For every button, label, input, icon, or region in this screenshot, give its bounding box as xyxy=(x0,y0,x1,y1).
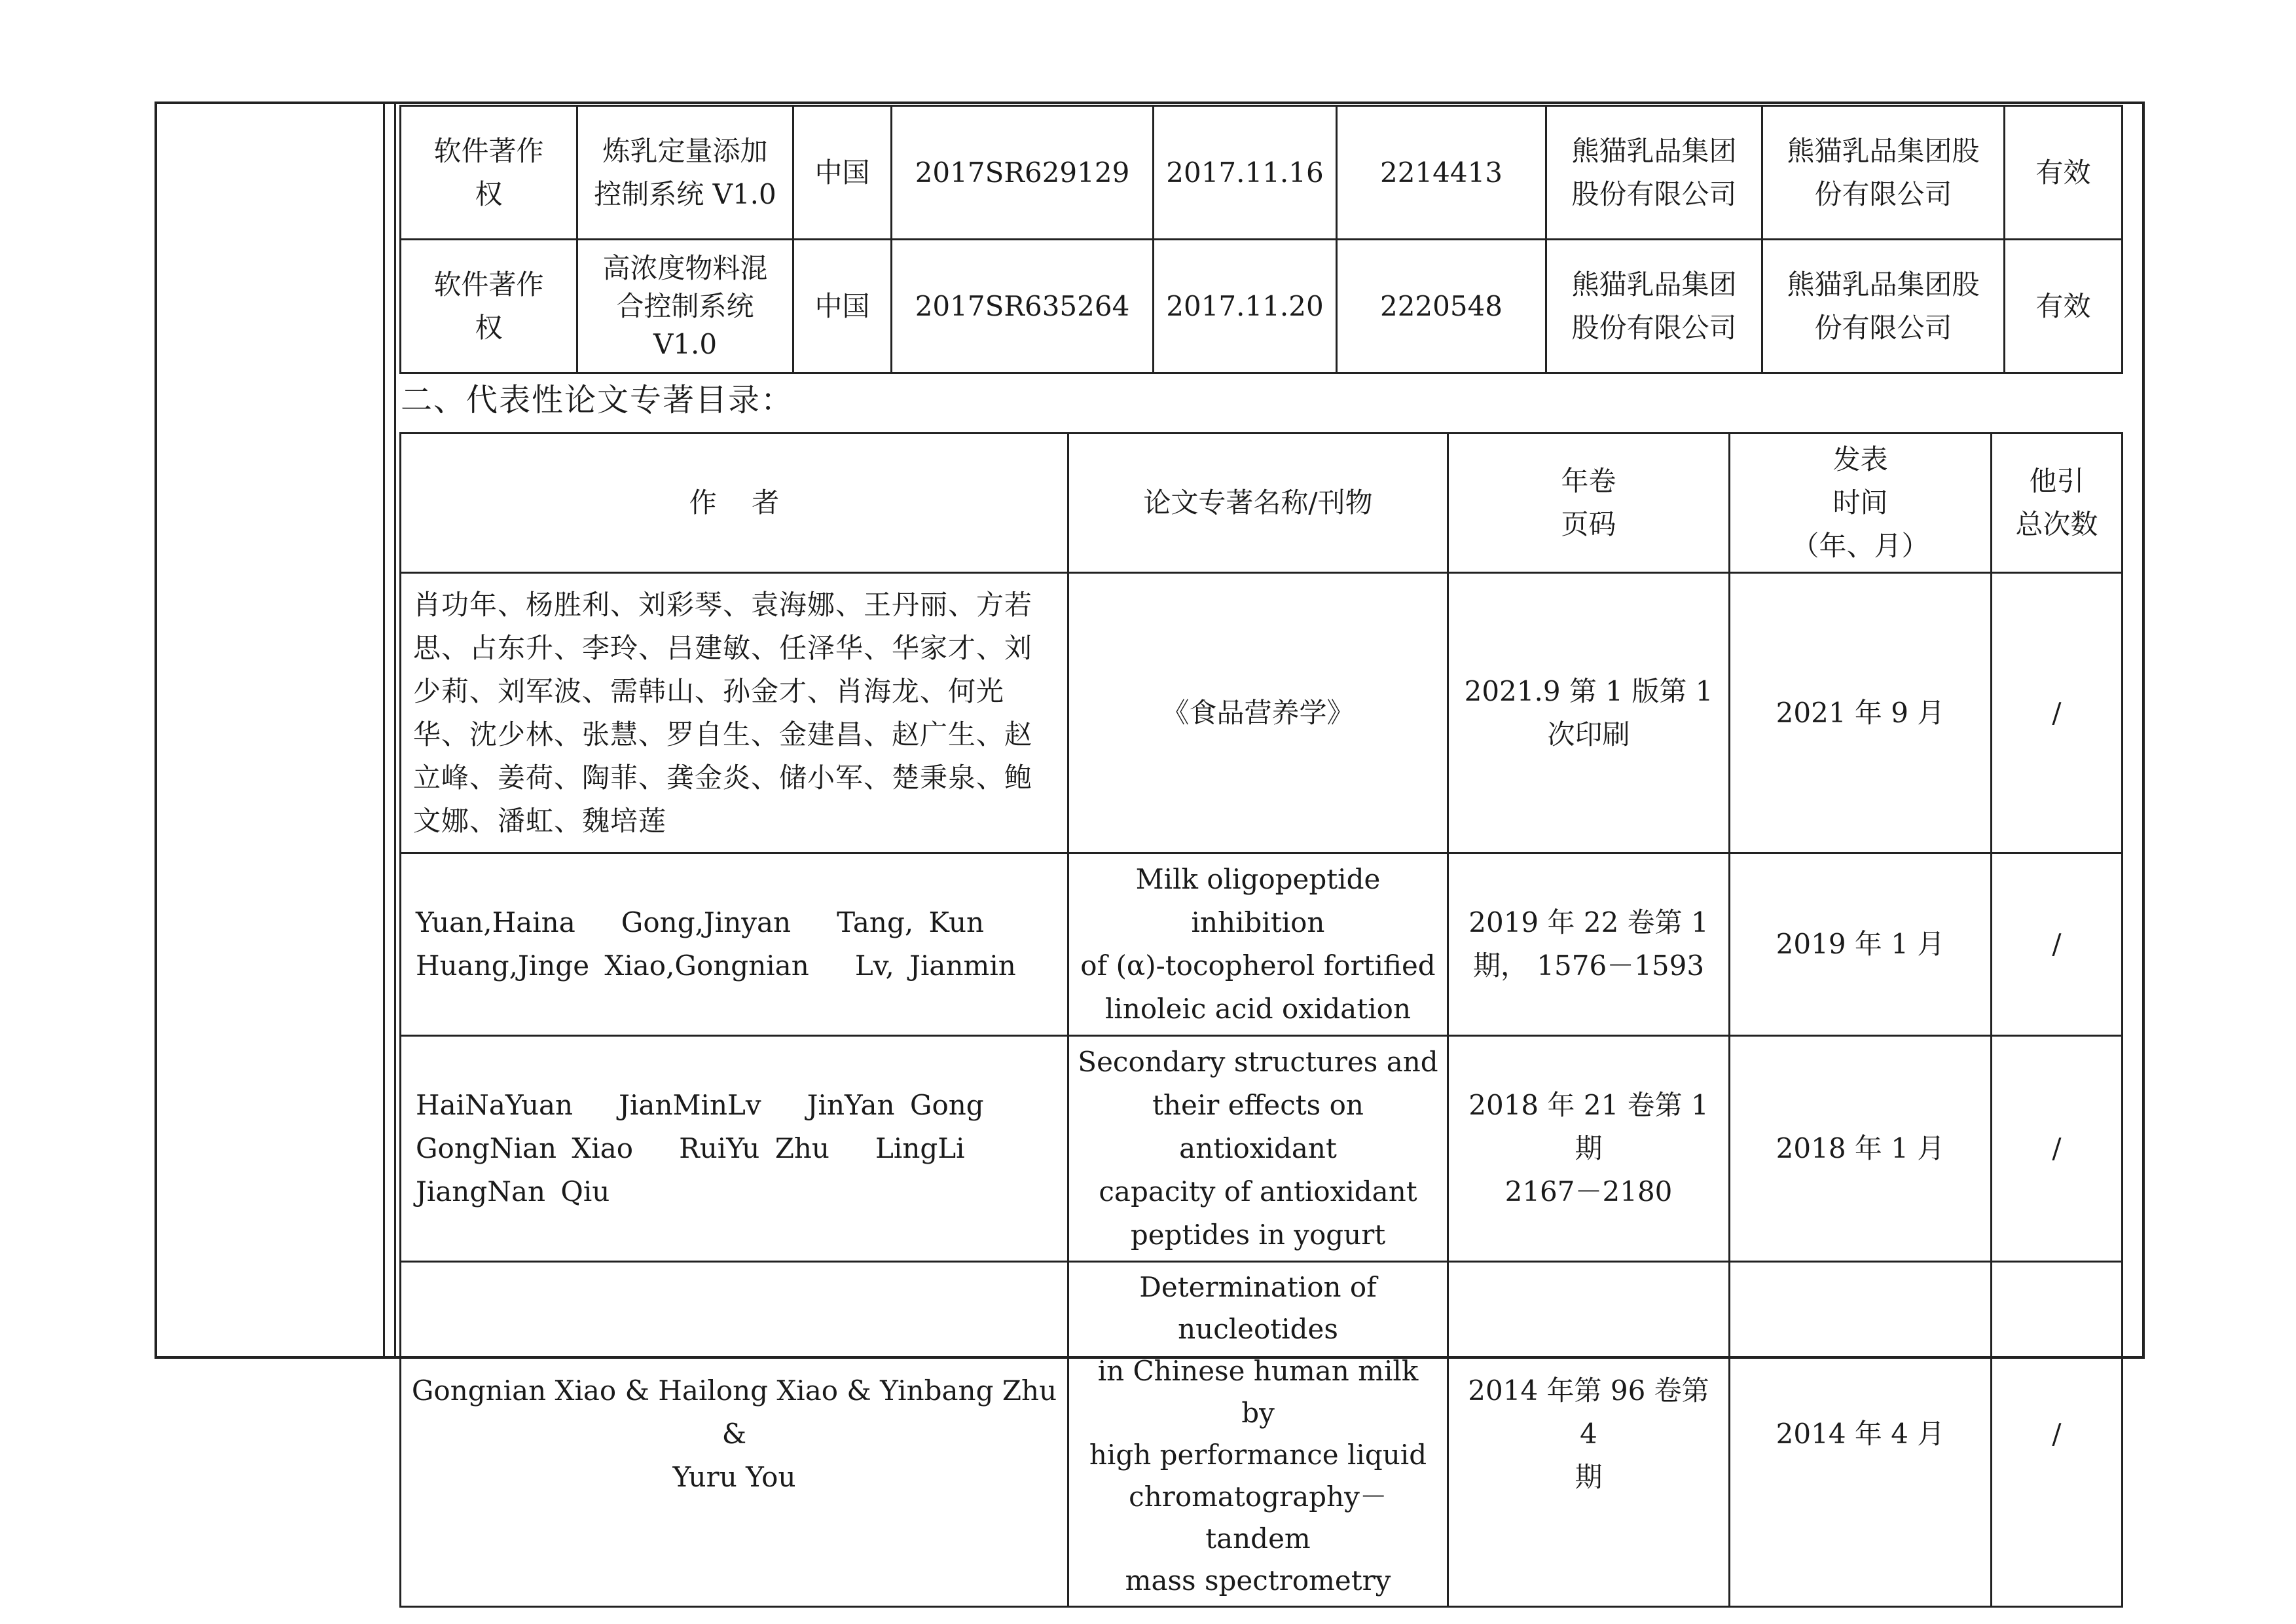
software-row xyxy=(401,240,2123,373)
software-row xyxy=(401,106,2123,240)
authors-cell: Gongnian Xiao & Hailong Xiao & Yinbang Zhu & Yuru You xyxy=(401,1262,1068,1607)
holder-cell: 熊猫乳品集团 股份有限公司 xyxy=(1546,240,1762,373)
software-name-cell: 炼乳定量添加 控制系统 V1.0 xyxy=(577,106,793,240)
citations-cell: / xyxy=(1992,573,2123,853)
publications-header-row xyxy=(401,434,2123,573)
frame-divider-left xyxy=(383,101,385,1359)
frame-divider-right xyxy=(394,101,396,1359)
volume-pages-cell: 2018 年 21 卷第 1 期 2167－2180 xyxy=(1448,1036,1730,1262)
software-name-cell: 高浓度物料混 合控制系统 V1.0 xyxy=(577,240,793,373)
country-cell: 中国 xyxy=(793,106,892,240)
country-cell: 中国 xyxy=(793,240,892,373)
publish-date-cell: 2021 年 9 月 xyxy=(1730,573,1992,853)
publications-table xyxy=(399,432,2123,1608)
authors-header: 作 者 xyxy=(401,434,1068,573)
authors-cell: HaiNaYuan JianMinLv JinYan Gong GongNian Xiao RuiYu Zhu LingLi JiangNan Qiu xyxy=(401,1036,1068,1262)
title-cell: Determination of nucleotides in Chinese human milk by high performance liquid chromatography－tandem mass spectrometry xyxy=(1068,1262,1448,1607)
ip-type-cell: 软件著作 权 xyxy=(401,106,577,240)
volume-pages-cell: 2014 年第 96 卷第 4 期 xyxy=(1448,1262,1730,1607)
publication-row xyxy=(401,1036,2123,1262)
citations-header: 他引 总次数 xyxy=(1992,434,2123,573)
status-cell: 有效 xyxy=(2005,106,2123,240)
citations-cell: / xyxy=(1992,853,2123,1036)
citations-cell: / xyxy=(1992,1262,2123,1607)
title-cell: Milk oligopeptide inhibition of (α)-tocopherol fortified linoleic acid oxidation xyxy=(1068,853,1448,1036)
publication-row xyxy=(401,573,2123,853)
owner-cell: 熊猫乳品集团股 份有限公司 xyxy=(1762,240,2005,373)
volume-pages-cell: 2021.9 第 1 版第 1 次印刷 xyxy=(1448,573,1730,853)
authors-cell: Yuan,Haina Gong,Jinyan Tang, Kun Huang,Jinge Xiao,Gongnian Lv, Jianmin xyxy=(401,853,1068,1036)
software-copyright-table xyxy=(399,105,2123,374)
publish-date-cell: 2019 年 1 月 xyxy=(1730,853,1992,1036)
publication-row xyxy=(401,1262,2123,1607)
publication-row xyxy=(401,853,2123,1036)
ip-type-cell: 软件著作 权 xyxy=(401,240,577,373)
volume-pages-header: 年卷 页码 xyxy=(1448,434,1730,573)
publish-date-cell: 2018 年 1 月 xyxy=(1730,1036,1992,1262)
citations-cell: / xyxy=(1992,1036,2123,1262)
owner-cell: 熊猫乳品集团股 份有限公司 xyxy=(1762,106,2005,240)
certificate-number-cell: 2214413 xyxy=(1337,106,1546,240)
section-heading: 二、代表性论文专著目录： xyxy=(401,382,794,418)
publish-date-cell: 2014 年 4 月 xyxy=(1730,1262,1992,1607)
title-header: 论文专著名称/刊物 xyxy=(1068,434,1448,573)
publish-date-header: 发表 时间 （年、月） xyxy=(1730,434,1992,573)
registration-number-cell: 2017SR635264 xyxy=(892,240,1154,373)
date-cell: 2017.11.20 xyxy=(1154,240,1337,373)
title-cell: 《食品营养学》 xyxy=(1068,573,1448,853)
registration-number-cell: 2017SR629129 xyxy=(892,106,1154,240)
volume-pages-cell: 2019 年 22 卷第 1 期， 1576－1593 xyxy=(1448,853,1730,1036)
holder-cell: 熊猫乳品集团 股份有限公司 xyxy=(1546,106,1762,240)
title-cell: Secondary structures and their effects on antioxidant capacity of antioxidant peptides in yogurt xyxy=(1068,1036,1448,1262)
authors-cell: 肖功年、杨胜利、刘彩琴、袁海娜、王丹丽、方若思、占东升、李玲、吕建敏、任泽华、华家才、刘少莉、刘军波、需韩山、孙金才、肖海龙、何光华、沈少林、张慧、罗自生、金建昌、赵广生、赵立峰、姜荷、陶菲、龚金炎、储小军、楚秉泉、鲍文娜、潘虹、魏培莲 xyxy=(401,573,1068,853)
certificate-number-cell: 2220548 xyxy=(1337,240,1546,373)
status-cell: 有效 xyxy=(2005,240,2123,373)
date-cell: 2017.11.16 xyxy=(1154,106,1337,240)
